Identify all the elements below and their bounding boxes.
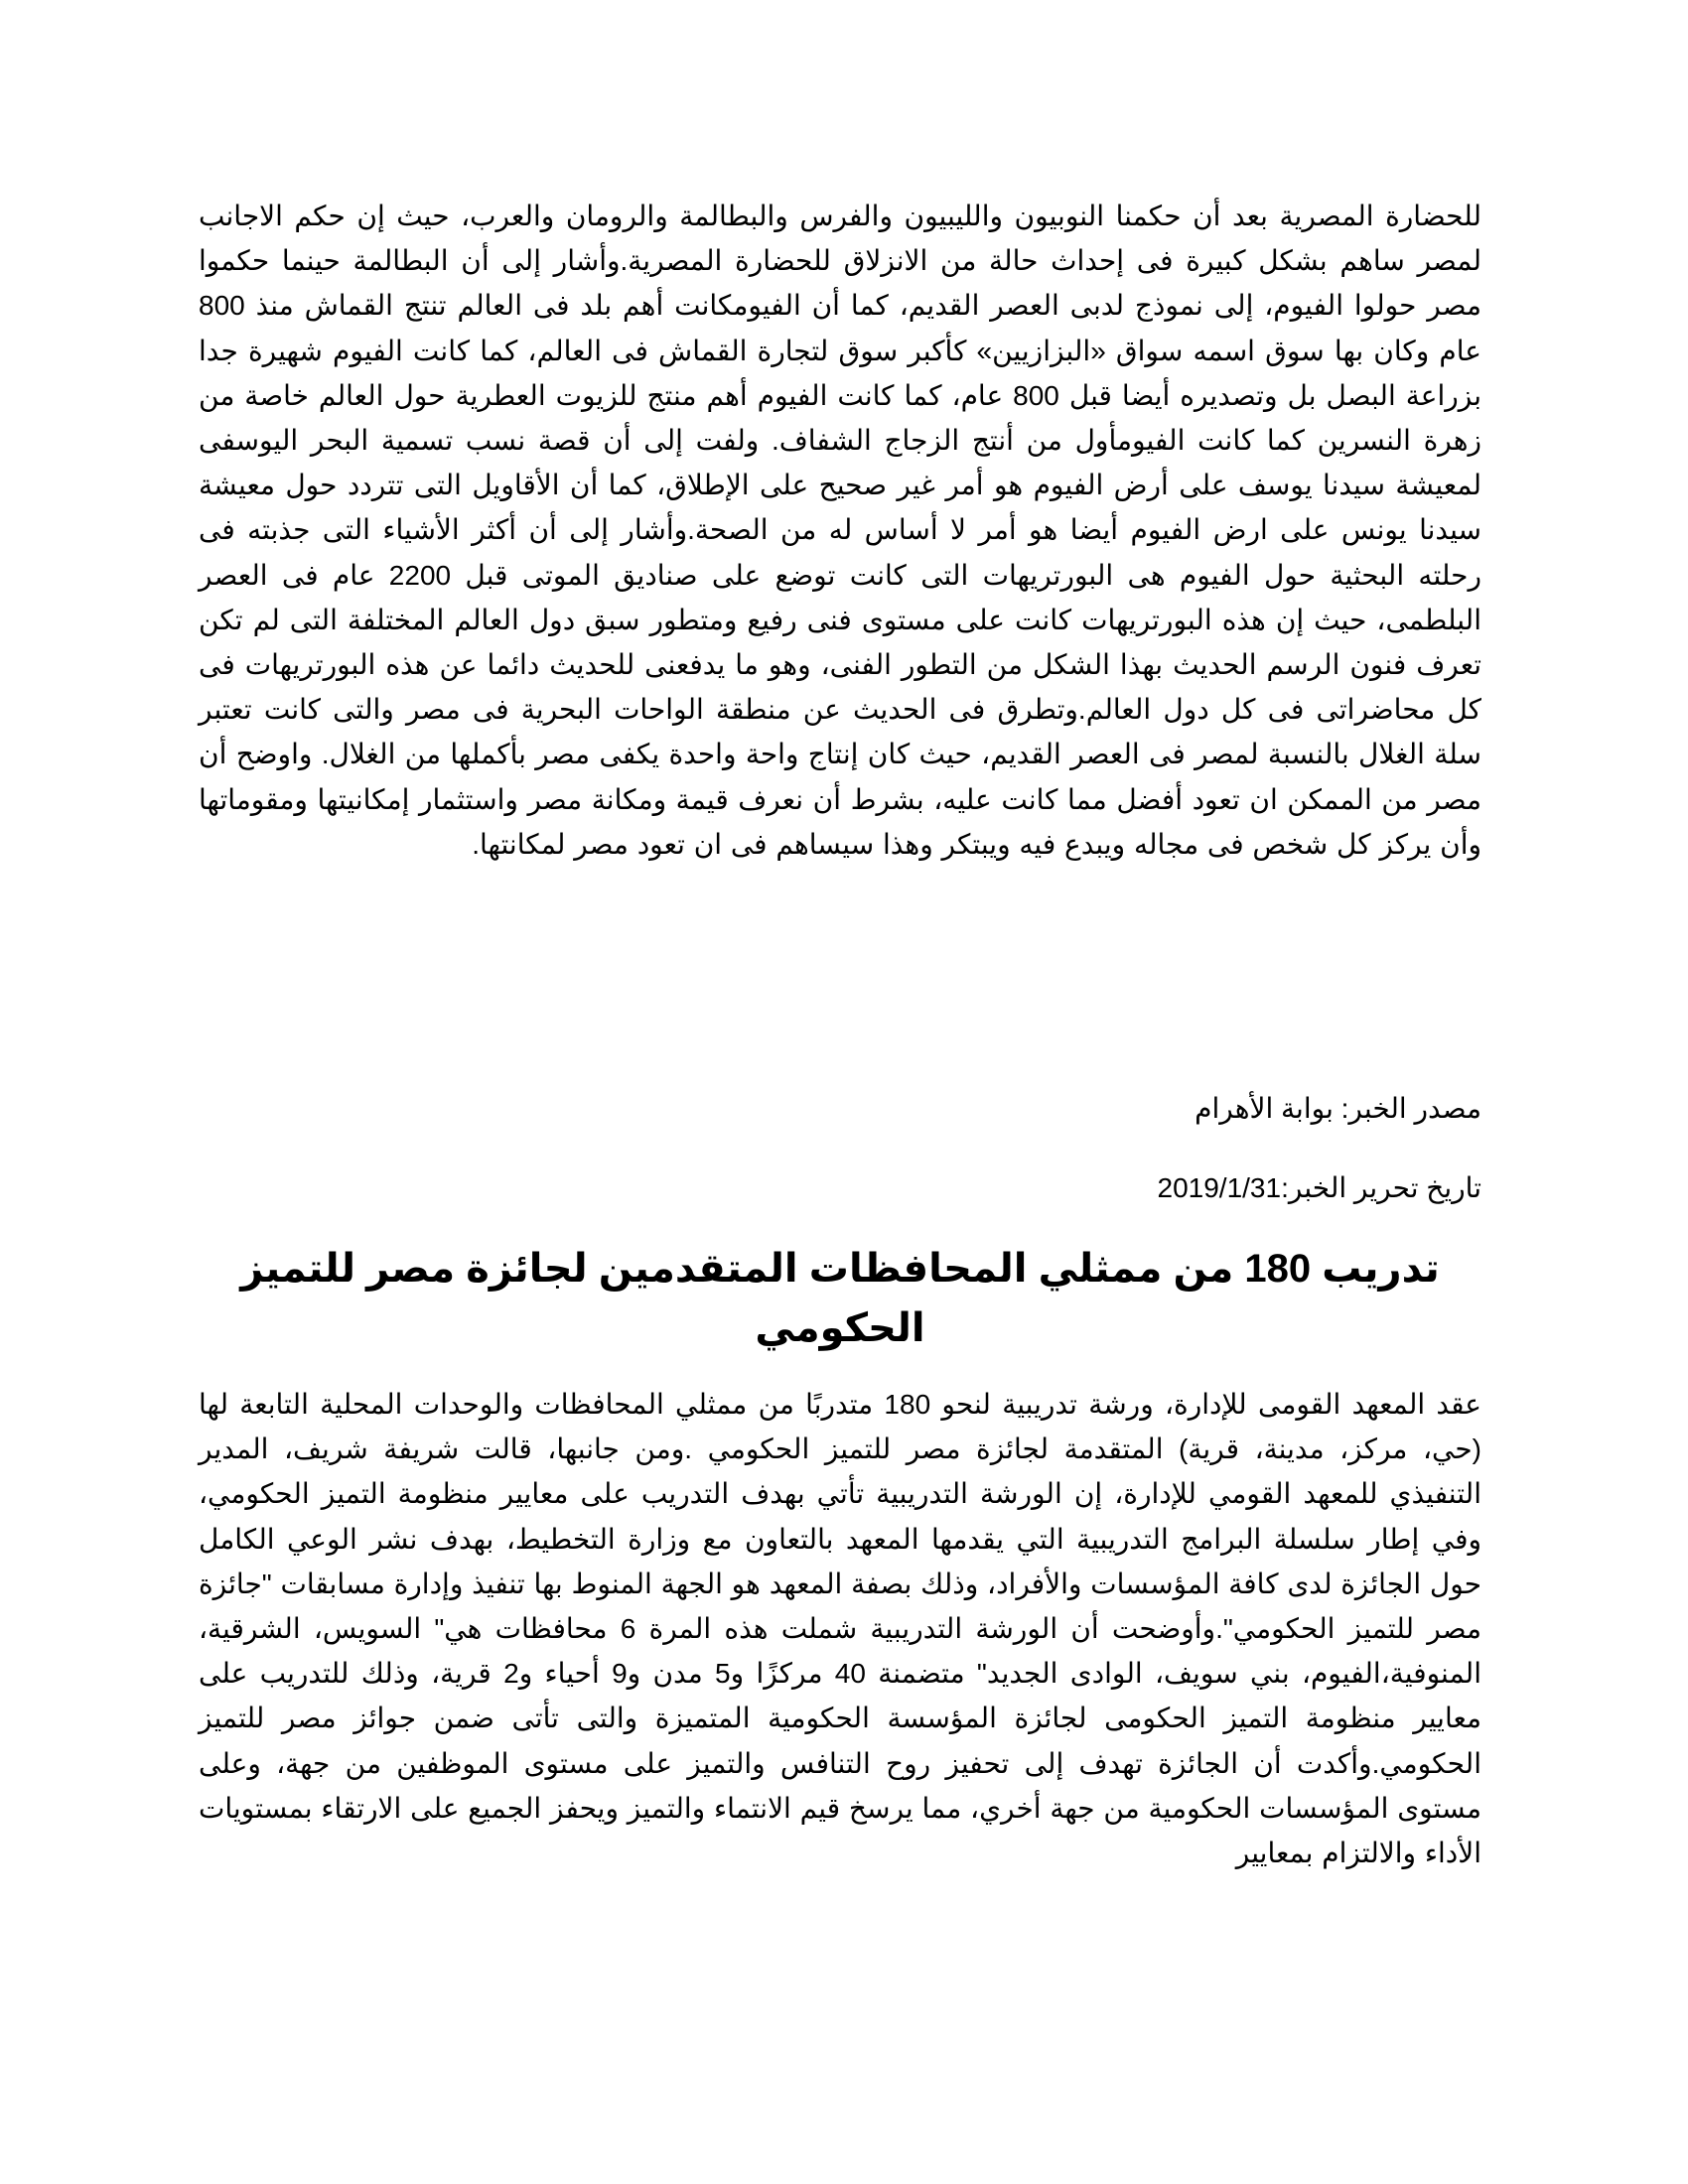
article-body-paragraph: للحضارة المصرية بعد أن حكمنا النوبيون والليبيون والفرس والبطالمة والرومان والعرب، حيث إن حكم الاجانب لمصر ساهم بشكل كبيرة فى إحداث حالة من الانزلاق للحضارة المصرية.وأشار إلى أن البطالمة حينما حكموا مصر حولوا الفيوم، إلى نموذج لدبى العصر القديم، كما أن الفيومكانت أهم بلد فى العالم تنتج القماش منذ 800 عام وكان بها سوق اسمه سواق «البزازيين» كأكبر سوق لتجارة القماش فى العالم، كما كانت الفيوم شهيرة جدا بزراعة البصل بل وتصديره أيضا قبل 800 عام، كما كانت الفيوم أهم منتج للزيوت العطرية حول العالم خاصة من زهرة النسرين كما كانت الفيومأول من أنتج الزجاج الشفاف. ولفت إلى أن قصة نسب تسمية البحر اليوسفى لمعيشة سيدنا يوسف على أرض الفيوم هو أمر غير صحيح على الإطلاق، كما أن الأقاويل التى تتردد حول معيشة سيدنا يونس على ارض الفيوم أيضا هو أمر لا أساس له من الصحة.وأشار إلى أن أكثر الأشياء التى جذبته فى رحلته البحثية حول الفيوم هى البورتريهات التى كانت توضع على صناديق الموتى قبل 2200 عام فى العصر البلطمى، حيث إن هذه البورتريهات كانت على مستوى فنى رفيع ومتطور سبق دول العالم المختلفة التى لم تكن تعرف فنون الرسم الحديث بهذا الشكل من التطور الفنى، وهو ما يدفعنى للحديث دائما عن هذه البورتريهات فى كل محاضراتى فى كل دول العالم.وتطرق فى الحديث عن منطقة الواحات البحرية فى مصر والتى كانت تعتبر سلة الغلال بالنسبة لمصر فى العصر القديم، حيث كان إنتاج واحة واحدة يكفى مصر بأكملها من الغلال. واوضح أن مصر من الممكن ان تعود أفضل مما كانت عليه، بشرط أن نعرف قيمة ومكانة مصر واستثمار إمكانيتها ومقوماتها وأن يركز كل شخص فى مجاله ويبدع فيه ويبتكر وهذا سيساهم فى ان تعود مصر لمكانتها.	[199, 201, 1482, 860]
article-body-paragraph: عقد المعهد القومى للإدارة، ورشة تدريبية لنحو 180 متدربًا من ممثلي المحافظات والوحدات المحلية التابعة لها (حي، مركز، مدينة، قرية) المتقدمة لجائزة مصر للتميز الحكومي .ومن جانبها، قالت شريفة شريف، المدير التنفيذي للمعهد القومي للإدارة، إن الورشة التدريبية تأتي بهدف التدريب على معايير منظومة التميز الحكومي، وفي إطار سلسلة البرامج التدريبية التي يقدمها المعهد بالتعاون مع وزارة التخطيط، بهدف نشر الوعي الكامل حول الجائزة لدى كافة المؤسسات والأفراد، وذلك بصفة المعهد هو الجهة المنوط بها تنفيذ وإدارة مسابقات "جائزة مصر للتميز الحكومي".وأوضحت أن الورشة التدريبية شملت هذه المرة 6 محافظات هي" السويس، الشرقية، المنوفية،الفيوم، بني سويف، الوادى الجديد" متضمنة 40 مركزًا و5 مدن و9 أحياء و2 قرية، وذلك للتدريب على معايير منظومة التميز الحكومى لجائزة المؤسسة الحكومية المتميزة والتى تأتى ضمن جوائز مصر للتميز الحكومي.وأكدت أن الجائزة تهدف إلى تحفيز روح التنافس والتميز على مستوى الموظفين من جهة، وعلى مستوى المؤسسات الحكومية من جهة أخري، مما يرسخ قيم الانتماء والتميز ويحفز الجميع على الارتقاء بمستويات الأداء والالتزام بمعايير	[199, 1389, 1481, 1869]
article-headline: تدريب 180 من ممثلي المحافظات المتقدمين لجائزة مصر للتميز الحكومي	[240, 1247, 1440, 1350]
news-date-line: تاريخ تحرير الخبر:2019/1/31	[1157, 1172, 1481, 1203]
news-source-line: مصدر الخبر: بوابة الأهرام	[1195, 1093, 1481, 1124]
